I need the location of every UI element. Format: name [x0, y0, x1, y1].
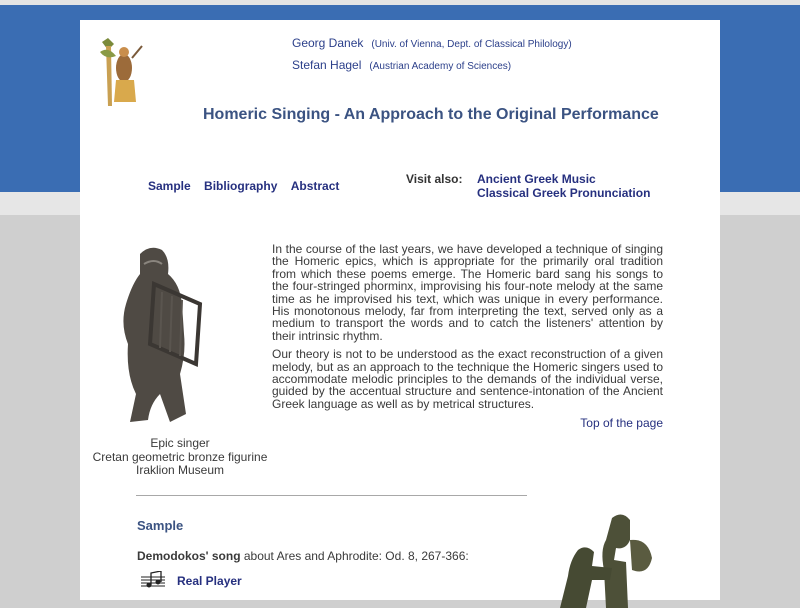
- nav-abstract-link[interactable]: Abstract: [290, 179, 340, 193]
- intro-paragraph: Our theory is not to be understood as the exact reconstruction of a given melody, but as an approach to the technique the Homeric singers used to accommodate melodic principles to the demands of the individual verse, guided by the accentual structure and sentence-intonation of the Ancient Greek language as well as by metrical structures.: [272, 347, 663, 411]
- author-affiliation: (Univ. of Vienna, Dept. of Classical Philology): [371, 39, 572, 50]
- author-name: Stefan Hagel: [292, 58, 362, 72]
- author-2: [292, 56, 511, 74]
- bard-fresco-logo: [94, 36, 146, 108]
- author-1: [292, 34, 572, 52]
- page-title: Homeric Singing - An Approach to the Original Performance: [203, 106, 659, 123]
- visit-also-links: [477, 172, 650, 200]
- top-of-page-link[interactable]: Top of the page: [580, 416, 663, 431]
- caption-line: Epic singer: [150, 436, 210, 450]
- greek-pronunciation-link[interactable]: Classical Greek Pronunciation: [477, 186, 651, 200]
- content-panel: [80, 20, 720, 600]
- caption-line: Cretan geometric bronze figurine: [92, 449, 268, 464]
- bronze-musicians-figurine-image: [556, 510, 676, 608]
- section-nav: [148, 179, 339, 193]
- visit-also-label: Visit also:: [406, 172, 463, 186]
- song-details: about Ares and Aphrodite: Od. 8, 267-366:: [240, 549, 469, 563]
- music-notes-icon: [141, 571, 167, 589]
- ancient-greek-music-link[interactable]: Ancient Greek Music: [477, 172, 596, 186]
- caption-line: Iraklion Museum: [135, 463, 225, 477]
- intro-text: [272, 243, 663, 430]
- nav-sample-link[interactable]: Sample: [148, 179, 191, 193]
- section-divider: [136, 495, 527, 496]
- author-name: Georg Danek: [292, 36, 364, 50]
- figure-caption: [80, 437, 280, 478]
- sample-heading: Sample: [137, 518, 184, 533]
- intro-paragraph: In the course of the last years, we have developed a technique of singing the Homeric epics, which is appropriate for the primarily oral tradition from which these poems emerge. The Homeric bard sang his songs to the four-stringed phorminx, improvising his four-note melody at the same time as he improvised his text, which was unique in every performance. His monotonous melody, far from interpreting the text, served only as a medium to transport the words and to catch the listeners' attention by their intrinsic rhythm.: [272, 242, 663, 343]
- real-player-link[interactable]: Real Player: [177, 574, 242, 588]
- sample-description: [137, 549, 469, 563]
- song-title: Demodokos' song: [137, 549, 241, 563]
- author-affiliation: (Austrian Academy of Sciences): [369, 61, 512, 72]
- epic-singer-figurine-image: [110, 244, 210, 426]
- nav-bibliography-link[interactable]: Bibliography: [204, 179, 278, 193]
